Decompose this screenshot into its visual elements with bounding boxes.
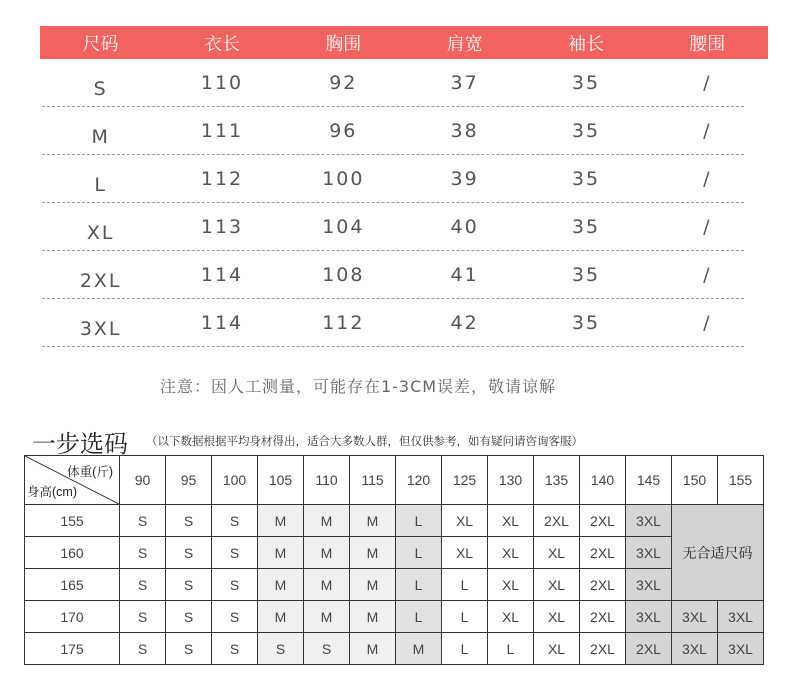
weight-header: 110 [304, 456, 350, 505]
size-cell: S [166, 569, 212, 601]
size-value: / [703, 264, 712, 286]
size-value: 35 [571, 72, 601, 94]
size-cell: M [350, 505, 396, 537]
size-cell: 3XL [672, 633, 718, 665]
weight-header: 120 [396, 456, 442, 505]
weight-header: 115 [350, 456, 396, 505]
header-chest: 胸围 [325, 33, 362, 55]
size-cell: L [442, 569, 488, 601]
size-cell: S [212, 505, 258, 537]
size-cell: 3XL [626, 505, 672, 537]
size-cell: XL [488, 537, 534, 569]
table-row [25, 569, 764, 601]
size-cell: L [396, 601, 442, 633]
weight-header: 135 [534, 456, 580, 505]
weight-header: 145 [626, 456, 672, 505]
size-cell: M [258, 601, 304, 633]
size-row [40, 107, 768, 155]
table-row [25, 633, 764, 665]
size-value: 41 [450, 264, 479, 286]
no-fit-cell: 无合适尺码 [672, 505, 764, 601]
size-value: 111 [200, 120, 244, 142]
size-cell: L [442, 601, 488, 633]
size-value: 104 [322, 216, 365, 238]
height-label: 身高(cm) [27, 485, 77, 499]
size-value: 114 [200, 264, 244, 286]
size-cell: S [120, 505, 166, 537]
height-value: 165 [25, 569, 120, 601]
size-value: 35 [571, 120, 601, 142]
size-value: 108 [322, 264, 365, 286]
size-value: 114 [200, 312, 244, 334]
size-cell: S [166, 633, 212, 665]
size-value: / [703, 168, 712, 190]
size-recommend-table [24, 455, 764, 665]
size-value: 92 [329, 72, 358, 94]
size-cell: L [442, 633, 488, 665]
weight-header: 105 [258, 456, 304, 505]
header-waist: 腰围 [689, 33, 726, 55]
size-value: 38 [450, 120, 479, 142]
size-value: / [703, 216, 712, 238]
size-cell: S [120, 601, 166, 633]
size-value: 112 [200, 168, 244, 190]
size-cell: M [304, 505, 350, 537]
size-label: 3XL [79, 318, 122, 340]
size-cell: S [212, 633, 258, 665]
size-table-header [40, 26, 768, 59]
size-cell: XL [488, 569, 534, 601]
size-value: 113 [200, 216, 244, 238]
size-cell: M [258, 569, 304, 601]
size-cell: XL [534, 569, 580, 601]
size-cell: S [120, 569, 166, 601]
size-cell: S [166, 537, 212, 569]
weight-header: 150 [672, 456, 718, 505]
size-cell: S [304, 633, 350, 665]
size-cell: XL [534, 537, 580, 569]
header-length: 衣长 [203, 33, 240, 55]
size-cell: XL [488, 505, 534, 537]
header-sleeve: 袖长 [567, 33, 604, 55]
weight-label: 体重(斤) [67, 465, 113, 479]
size-value: / [703, 120, 712, 142]
size-cell: 3XL [672, 601, 718, 633]
size-cell: 3XL [718, 633, 764, 665]
size-value: 96 [329, 120, 358, 142]
size-row [40, 251, 768, 299]
header-shoulder: 肩宽 [446, 33, 483, 55]
weight-header: 140 [580, 456, 626, 505]
size-cell: S [166, 505, 212, 537]
size-value: / [703, 72, 712, 94]
size-cell: 3XL [718, 601, 764, 633]
table-row [25, 505, 764, 537]
measurement-note: 注意：因人工测量，可能存在1-3CM误差，敬请谅解 [159, 377, 557, 396]
weight-header: 100 [212, 456, 258, 505]
size-cell: 2XL [580, 569, 626, 601]
size-cell: S [212, 537, 258, 569]
size-table-body [40, 59, 768, 347]
size-label: 2XL [79, 270, 122, 292]
size-cell: L [396, 505, 442, 537]
size-value: 40 [450, 216, 479, 238]
table-row [25, 537, 764, 569]
size-cell: XL [534, 633, 580, 665]
size-cell: L [396, 569, 442, 601]
size-label: L [94, 174, 107, 196]
size-cell: M [304, 601, 350, 633]
size-value: 37 [450, 72, 479, 94]
corner-cell [25, 456, 120, 505]
size-cell: S [120, 537, 166, 569]
recommend-subtitle: （以下数据根据平均身材得出，适合大多数人群，但仅供参考，如有疑问请咨询客服） [146, 434, 583, 448]
size-cell: M [258, 537, 304, 569]
size-cell: S [212, 569, 258, 601]
size-value: 35 [571, 312, 601, 334]
recommend-title: 一步选码 [32, 430, 128, 458]
height-value: 170 [25, 601, 120, 633]
size-value: 110 [200, 72, 244, 94]
size-cell: L [396, 537, 442, 569]
size-cell: S [120, 633, 166, 665]
size-cell: 3XL [626, 537, 672, 569]
weight-header: 155 [718, 456, 764, 505]
size-row [40, 155, 768, 203]
size-label: XL [86, 222, 115, 244]
size-cell: XL [442, 537, 488, 569]
table-row [25, 601, 764, 633]
size-cell: M [350, 569, 396, 601]
size-cell: M [350, 633, 396, 665]
size-cell: M [396, 633, 442, 665]
size-row [40, 59, 768, 107]
size-cell: 2XL [626, 633, 672, 665]
size-cell: 2XL [580, 505, 626, 537]
weight-header: 130 [488, 456, 534, 505]
size-cell: 2XL [580, 601, 626, 633]
weight-header: 90 [120, 456, 166, 505]
size-value: 39 [450, 168, 479, 190]
header-size: 尺码 [82, 33, 119, 55]
size-row [40, 203, 768, 251]
size-cell: S [166, 601, 212, 633]
size-cell: M [304, 537, 350, 569]
size-value: 112 [322, 312, 365, 334]
size-cell: M [304, 569, 350, 601]
size-cell: 3XL [626, 569, 672, 601]
size-value: / [703, 312, 712, 334]
size-cell: M [258, 505, 304, 537]
height-value: 175 [25, 633, 120, 665]
size-cell: S [212, 601, 258, 633]
size-cell: XL [488, 601, 534, 633]
weight-header: 125 [442, 456, 488, 505]
weight-header: 95 [166, 456, 212, 505]
size-value: 35 [571, 216, 601, 238]
size-cell: S [258, 633, 304, 665]
size-cell: 3XL [626, 601, 672, 633]
height-value: 160 [25, 537, 120, 569]
size-row [40, 299, 768, 347]
size-cell: 2XL [534, 505, 580, 537]
size-cell: 2XL [580, 633, 626, 665]
size-cell: L [488, 633, 534, 665]
size-cell: M [350, 601, 396, 633]
size-cell: 2XL [580, 537, 626, 569]
size-cell: XL [442, 505, 488, 537]
size-value: 42 [450, 312, 479, 334]
size-cell: XL [534, 601, 580, 633]
size-cell: M [350, 537, 396, 569]
size-value: 35 [571, 264, 601, 286]
height-value: 155 [25, 505, 120, 537]
size-value: 100 [322, 168, 365, 190]
size-label: S [93, 78, 108, 100]
size-label: M [91, 126, 110, 148]
size-value: 35 [571, 168, 601, 190]
